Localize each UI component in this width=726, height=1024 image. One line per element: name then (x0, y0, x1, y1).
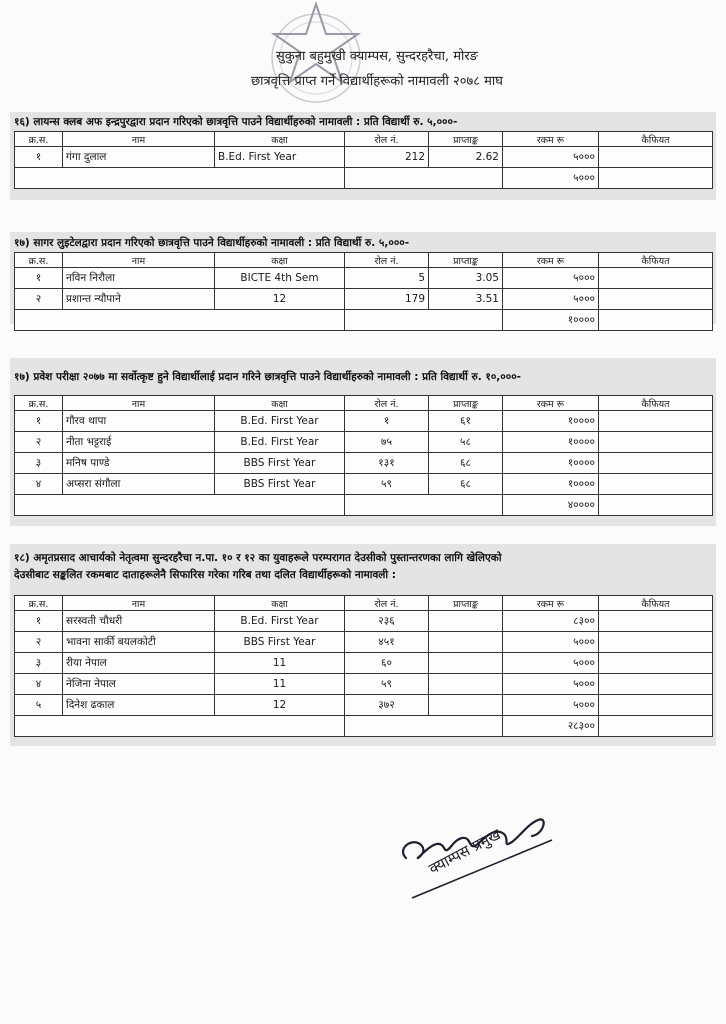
col-sn: क्र.स. (15, 396, 63, 411)
cell-name: मनिष पाण्डे (63, 453, 215, 474)
cell-class: 12 (215, 289, 345, 310)
cell-roll: १३१ (345, 453, 429, 474)
section4-title-line2: देउसीबाट सङ्कलित रकमबाट दाताहरूलेनै सिफारिस गरेका गरिब तथा दलित विद्यार्थीहरूको नामावली : (14, 569, 396, 581)
cell-roll: २३६ (345, 611, 429, 632)
cell-class: B.Ed. First Year (215, 432, 345, 453)
table-row (15, 474, 713, 495)
cell-class: BBS First Year (215, 474, 345, 495)
cell-remarks (599, 611, 713, 632)
cell-amount: ५००० (503, 653, 599, 674)
section4-title-line1: १८) अमृतप्रसाद आचार्यको नेतृत्वमा सुन्दरहरैचा न.पा. १० र १२ का युवाहरूले परम्परागत देउसीको पुस्तान्तरणका लागि खेलिएको (14, 552, 502, 564)
table-header (15, 253, 713, 268)
cell-sn: ४ (15, 474, 63, 495)
col-name: नाम (63, 132, 215, 147)
cell-remarks (599, 453, 713, 474)
cell-roll: 179 (345, 289, 429, 310)
cell-remarks (599, 289, 713, 310)
cell-roll: ४५१ (345, 632, 429, 653)
cell-score: 3.51 (429, 289, 503, 310)
cell-sn: २ (15, 632, 63, 653)
cell-sn: ३ (15, 453, 63, 474)
col-score: प्राप्ताङ्क (429, 132, 503, 147)
cell-amount: ५००० (503, 695, 599, 716)
cell-class: B.Ed. First Year (215, 147, 345, 168)
col-remarks: कैफियत (599, 396, 713, 411)
cell-score: ५८ (429, 432, 503, 453)
cell-roll: ५९ (345, 674, 429, 695)
cell-name: सरस्वती चौधरी (63, 611, 215, 632)
cell-remarks (599, 411, 713, 432)
col-class: कक्षा (215, 396, 345, 411)
col-remarks: कैफियत (599, 596, 713, 611)
cell-remarks (599, 474, 713, 495)
col-sn: क्र.स. (15, 253, 63, 268)
section1-table (14, 131, 713, 189)
table-row (15, 147, 713, 168)
cell-sn: २ (15, 289, 63, 310)
cell-remarks (599, 432, 713, 453)
col-name: नाम (63, 253, 215, 268)
col-amount: रकम रू (503, 132, 599, 147)
col-roll: रोल नं. (345, 132, 429, 147)
section2-table (14, 252, 713, 331)
cell-score (429, 653, 503, 674)
cell-roll: ७५ (345, 432, 429, 453)
col-name: नाम (63, 596, 215, 611)
document-title: छात्रवृत्ति प्राप्त गर्ने विद्यार्थीहरूको नामावली २०७८ माघ (251, 74, 503, 89)
col-remarks: कैफियत (599, 253, 713, 268)
table-row (15, 653, 713, 674)
cell-sn: ५ (15, 695, 63, 716)
cell-amount: १०००० (503, 411, 599, 432)
section2-total: १०००० (503, 310, 599, 331)
cell-class: 12 (215, 695, 345, 716)
cell-amount: ५००० (503, 289, 599, 310)
section1-total: ५००० (503, 168, 599, 189)
col-class: कक्षा (215, 253, 345, 268)
cell-roll: ५९ (345, 474, 429, 495)
cell-roll: 5 (345, 268, 429, 289)
cell-sn: १ (15, 611, 63, 632)
col-roll: रोल नं. (345, 596, 429, 611)
cell-amount: १०००० (503, 474, 599, 495)
total-row (15, 495, 713, 516)
cell-name: दिनेश ढकाल (63, 695, 215, 716)
col-sn: क्र.स. (15, 132, 63, 147)
signature-title: क्याम्पस प्रमुख (425, 825, 504, 878)
cell-name: गंगा दुलाल (63, 147, 215, 168)
table-row (15, 432, 713, 453)
cell-amount: ५००० (503, 674, 599, 695)
cell-class: BICTE 4th Sem (215, 268, 345, 289)
cell-score (429, 695, 503, 716)
cell-roll: 212 (345, 147, 429, 168)
cell-amount: ८३०० (503, 611, 599, 632)
total-row (15, 310, 713, 331)
cell-sn: १ (15, 147, 63, 168)
col-roll: रोल नं. (345, 253, 429, 268)
table-row (15, 453, 713, 474)
cell-class: B.Ed. First Year (215, 611, 345, 632)
col-amount: रकम रू (503, 596, 599, 611)
cell-sn: १ (15, 268, 63, 289)
cell-score: ६८ (429, 453, 503, 474)
col-class: कक्षा (215, 132, 345, 147)
cell-remarks (599, 268, 713, 289)
cell-amount: ५००० (503, 268, 599, 289)
cell-amount: १०००० (503, 432, 599, 453)
section3-table (14, 395, 713, 516)
cell-score: 2.62 (429, 147, 503, 168)
cell-remarks (599, 674, 713, 695)
section3-total: ४०००० (503, 495, 599, 516)
table-row (15, 695, 713, 716)
section4-total: २८३०० (503, 716, 599, 737)
cell-sn: ४ (15, 674, 63, 695)
cell-score (429, 674, 503, 695)
cell-remarks (599, 695, 713, 716)
total-row (15, 716, 713, 737)
table-row (15, 289, 713, 310)
table-header (15, 132, 713, 147)
col-score: प्राप्ताङ्क (429, 596, 503, 611)
table-header (15, 396, 713, 411)
col-roll: रोल नं. (345, 396, 429, 411)
cell-sn: १ (15, 411, 63, 432)
table-row (15, 411, 713, 432)
col-score: प्राप्ताङ्क (429, 253, 503, 268)
cell-roll: १ (345, 411, 429, 432)
cell-name: भावना सार्की बयलकोटी (63, 632, 215, 653)
cell-name: नीता भट्टराई (63, 432, 215, 453)
section2-title: १७) सागर लुइटेलद्वारा प्रदान गरिएको छात्रवृत्ति पाउने विद्यार्थीहरुको नामावली : प्रति विद्यार्थी रु. ५,०००- (14, 237, 410, 249)
col-remarks: कैफियत (599, 132, 713, 147)
cell-amount: ५००० (503, 632, 599, 653)
cell-score: 3.05 (429, 268, 503, 289)
col-sn: क्र.स. (15, 596, 63, 611)
section4-table (14, 595, 713, 737)
section1-title: १६) लायन्स क्लब अफ इन्द्रपुरद्वारा प्रदान गरिएको छात्रवृत्ति पाउने विद्यार्थीहरुको नामावली : प्रति विद्यार्थी रु. ५,०००- (14, 116, 458, 128)
table-row (15, 674, 713, 695)
section3-title: १७) प्रवेश परीक्षा २०७७ मा सर्वोत्कृष्ट हुने विद्यार्थीलाई प्रदान गरिने छात्रवृत्ति पाउने विद्यार्थीहरुको नामावली : प्रति विद्यार्थी रु. १०,०००- (14, 371, 522, 383)
cell-remarks (599, 147, 713, 168)
cell-roll: ३७२ (345, 695, 429, 716)
col-name: नाम (63, 396, 215, 411)
cell-name: नविन निरौला (63, 268, 215, 289)
cell-name: रीया नेपाल (63, 653, 215, 674)
cell-class: BBS First Year (215, 453, 345, 474)
table-header (15, 596, 713, 611)
cell-sn: ३ (15, 653, 63, 674)
col-score: प्राप्ताङ्क (429, 396, 503, 411)
cell-score: ६८ (429, 474, 503, 495)
col-amount: रकम रू (503, 396, 599, 411)
cell-class: 11 (215, 653, 345, 674)
cell-score (429, 632, 503, 653)
cell-class: B.Ed. First Year (215, 411, 345, 432)
col-amount: रकम रू (503, 253, 599, 268)
cell-score: ६१ (429, 411, 503, 432)
col-class: कक्षा (215, 596, 345, 611)
cell-remarks (599, 653, 713, 674)
cell-amount: १०००० (503, 453, 599, 474)
cell-sn: २ (15, 432, 63, 453)
campus-name: सुकुना बहुमुखी क्याम्पस, सुन्दरहरैचा, मोरङ (275, 49, 479, 64)
cell-class: 11 (215, 674, 345, 695)
cell-name: नेजिना नेपाल (63, 674, 215, 695)
cell-name: अप्सरा संगौला (63, 474, 215, 495)
table-row (15, 268, 713, 289)
cell-class: BBS First Year (215, 632, 345, 653)
cell-amount: ५००० (503, 147, 599, 168)
total-row (15, 168, 713, 189)
table-row (15, 611, 713, 632)
cell-remarks (599, 632, 713, 653)
cell-name: प्रशान्त न्यौपाने (63, 289, 215, 310)
cell-roll: ६० (345, 653, 429, 674)
cell-name: गौरव थापा (63, 411, 215, 432)
table-row (15, 632, 713, 653)
cell-score (429, 611, 503, 632)
